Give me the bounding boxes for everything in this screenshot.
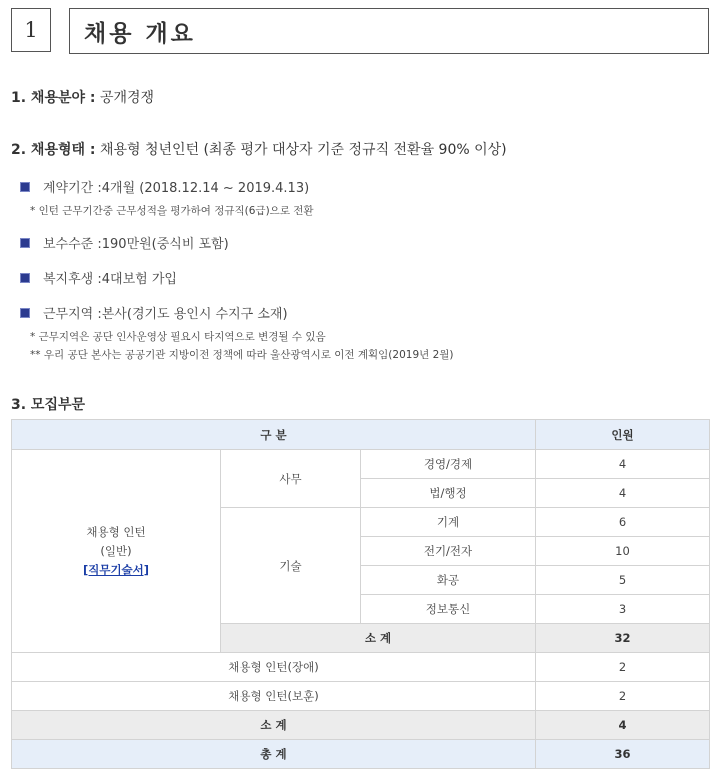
detail-welfare (20, 268, 177, 287)
row-name: 기계 (361, 508, 536, 537)
subtotal-label: 소 계 (221, 624, 536, 653)
field-heading (11, 87, 154, 107)
type-value: 채용형 청년인턴 (최종 평가 대상자 기준 정규직 전환율 90% 이상) (99, 142, 507, 158)
note-location-2: ** 우리 공단 본사는 공공기관 지방이전 정책에 따라 울산광역시로 이전 계획임(2019년 2월) (30, 349, 454, 361)
row-name: 경영/경제 (361, 450, 536, 479)
row-name: 전기/전자 (361, 537, 536, 566)
detail-value: 본사(경기도 용인시 수지구 소재) (101, 307, 288, 322)
row-count: 10 (536, 537, 710, 566)
main-group-cell (12, 450, 221, 653)
detail-value: 4개월 (2018.12.14 ~ 2019.4.13) (101, 181, 310, 196)
field-value: 공개경쟁 (99, 90, 155, 106)
note-location-1: * 근무지역은 공단 인사운영상 필요시 타지역으로 변경될 수 있음 (30, 331, 326, 343)
subtotal-count: 4 (536, 711, 710, 740)
recruit-heading (11, 394, 85, 414)
table-row (12, 653, 710, 682)
square-bullet-icon (20, 308, 30, 318)
detail-label: 근무지역 : (43, 307, 102, 322)
table-header-row (12, 420, 710, 450)
detail-label: 보수수준 : (43, 237, 102, 252)
subtotal-label: 소 계 (12, 711, 536, 740)
detail-value: 190만원(중식비 포함) (101, 237, 229, 252)
row-count: 4 (536, 450, 710, 479)
main-group-line1: 채용형 인턴 (86, 524, 146, 539)
row-count: 4 (536, 479, 710, 508)
row-count: 5 (536, 566, 710, 595)
veteran-label: 채용형 인턴(보훈) (12, 682, 536, 711)
recruit-label: 3. 모집부문 (11, 397, 86, 413)
job-description-link[interactable]: [직무기술서] (82, 562, 150, 577)
square-bullet-icon (20, 182, 30, 192)
section-title: 채용 개요 (69, 8, 709, 54)
subtotal-row (12, 711, 710, 740)
header-category: 구 분 (12, 420, 536, 450)
row-count: 3 (536, 595, 710, 624)
detail-contract (20, 177, 309, 196)
total-row (12, 740, 710, 769)
header-count: 인원 (536, 420, 710, 450)
row-name: 법/행정 (361, 479, 536, 508)
detail-value: 4대보험 가입 (101, 272, 177, 287)
veteran-count: 2 (536, 682, 710, 711)
type-heading (11, 139, 507, 159)
table-row (12, 450, 710, 479)
type-label: 2. 채용형태 : (11, 142, 96, 158)
recruit-table (11, 419, 710, 769)
detail-location (20, 303, 288, 322)
row-name: 정보통신 (361, 595, 536, 624)
disabled-label: 채용형 인턴(장애) (12, 653, 536, 682)
tech-group-cell: 기술 (221, 508, 361, 624)
detail-label: 계약기간 : (43, 181, 102, 196)
total-count: 36 (536, 740, 710, 769)
note-contract: * 인턴 근무기간중 근무성적을 평가하여 정규직(6급)으로 전환 (30, 205, 314, 217)
square-bullet-icon (20, 273, 30, 283)
main-group-line2: (일반) (100, 543, 132, 558)
subtotal-count: 32 (536, 624, 710, 653)
row-name: 화공 (361, 566, 536, 595)
detail-salary (20, 233, 229, 252)
row-count: 6 (536, 508, 710, 537)
field-label: 1. 채용분야 : (11, 90, 96, 106)
table-row (12, 682, 710, 711)
total-label: 총 계 (12, 740, 536, 769)
office-group-cell: 사무 (221, 450, 361, 508)
square-bullet-icon (20, 238, 30, 248)
section-number: 1 (11, 8, 51, 52)
detail-label: 복지후생 : (43, 272, 102, 287)
disabled-count: 2 (536, 653, 710, 682)
